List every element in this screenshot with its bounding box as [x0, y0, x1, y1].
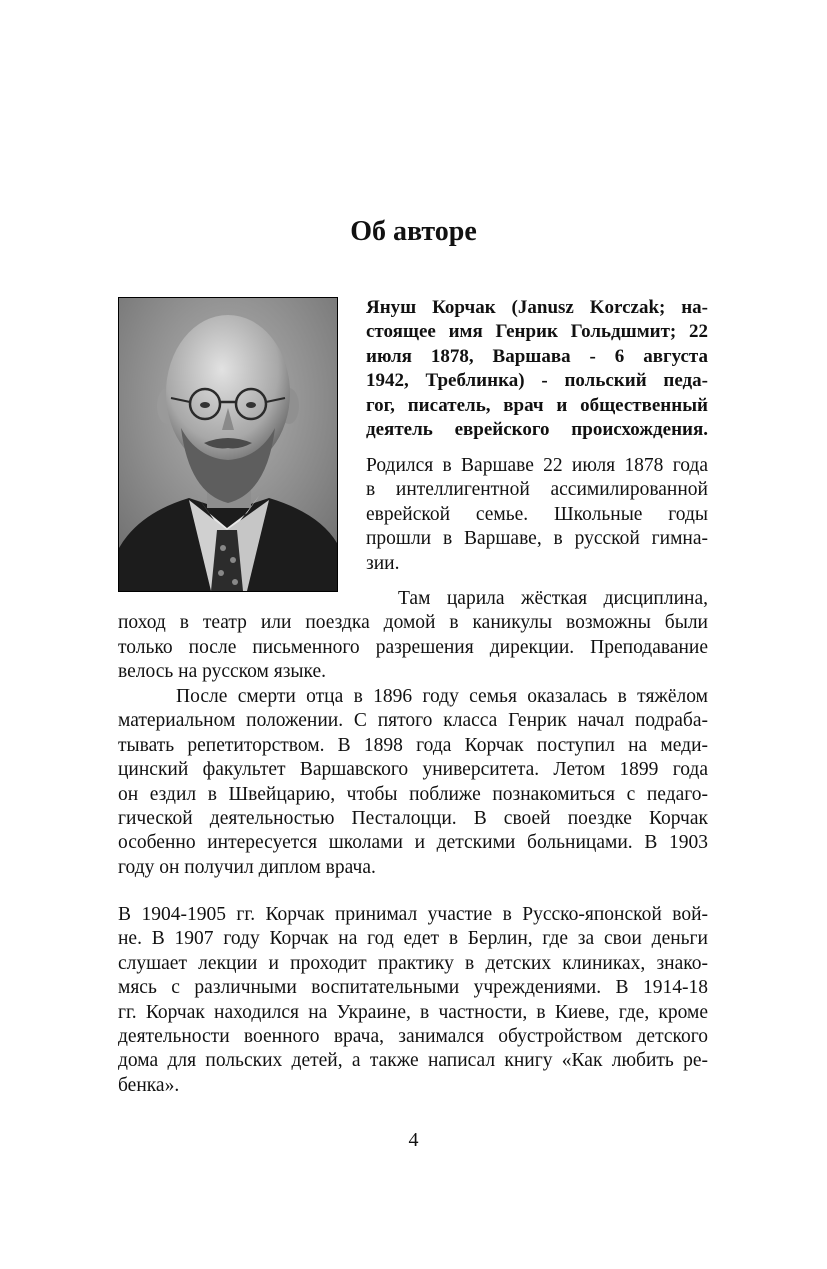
- paragraph-line: он ездил в Швейцарию, чтобы поближе познакомиться с педаго-: [118, 783, 708, 805]
- paragraph-line: цинский факультет Варшавского университета. Летом 1899 года: [118, 759, 708, 781]
- paragraph-line: в интеллигентной ассимилированной: [366, 479, 708, 501]
- paragraph-line: не. В 1907 году Корчак на год едет в Берлин, где за свои деньги: [118, 928, 708, 950]
- intro-line: Януш Корчак (Janusz Korczak; на-: [366, 297, 708, 318]
- intro-line: 1942, Треблинка) - польский педа-: [366, 370, 708, 392]
- paragraph-line: бенка».: [118, 1074, 180, 1096]
- paragraph-line: Там царила жёсткая дисциплина,: [398, 588, 708, 609]
- paragraph-line: мясь с различными воспитательными учреждениями. В 1914-18: [118, 977, 708, 999]
- intro-line: июля 1878, Варшава - 6 августа: [366, 345, 708, 367]
- intro-line: стоящее имя Генрик Гольдшмит; 22: [366, 321, 708, 343]
- paragraph-line: материальном положении. С пятого класса Генрик начал подраба-: [118, 710, 708, 732]
- author-intro: [366, 296, 708, 442]
- portrait-photo-icon: [119, 298, 337, 591]
- paragraph-line: поход в театр или поездка домой в каникулы возможны были: [118, 612, 708, 634]
- birth-paragraph: [366, 454, 708, 576]
- paragraph-line: После смерти отца в 1896 году семья оказалась в тяжёлом: [176, 686, 708, 707]
- paragraph-line: гг. Корчак находился на Украине, в частности, в Киеве, где, кроме: [118, 1001, 708, 1023]
- paragraph-line: слушает лекции и проходит практику в детских клиниках, знако-: [118, 952, 708, 974]
- paragraph-line: велось на русском языке.: [118, 661, 327, 683]
- paragraph-line: зии.: [366, 552, 400, 574]
- page-number: 4: [408, 1129, 419, 1151]
- paragraph-line: особенно интересуется школами и детскими больницами. В 1903: [118, 832, 708, 854]
- paragraph-line: прошли в Варшаве, в русской гимна-: [366, 528, 708, 550]
- paragraph-line: году он получил диплом врача.: [118, 856, 376, 878]
- intro-line: деятель еврейского происхождения.: [366, 419, 708, 441]
- paragraph-line: Родился в Варшаве 22 июля 1878 года: [366, 455, 708, 476]
- discipline-paragraph: [118, 587, 708, 685]
- career-paragraph: [118, 903, 708, 1098]
- paragraph-line: еврейской семье. Школьные годы: [366, 503, 708, 525]
- paragraph-line: гической деятельностью Песталоцци. В своей поездке Корчак: [118, 808, 708, 830]
- author-photo: [118, 297, 338, 592]
- page-title: Об авторе: [350, 216, 477, 247]
- paragraph-line: только после письменного разрешения дирекции. Преподавание: [118, 636, 708, 658]
- intro-line: гог, писатель, врач и общественный: [366, 394, 708, 416]
- paragraph-line: дома для польских детей, а также написал книгу «Как любить ре-: [118, 1050, 708, 1072]
- paragraph-line: В 1904-1905 гг. Корчак принимал участие в Русско-японской вой-: [118, 904, 708, 925]
- paragraph-line: тывать репетиторством. В 1898 года Корчак поступил на меди-: [118, 734, 708, 756]
- paragraph-line: деятельности военного врача, занимался обустройством детского: [118, 1026, 708, 1048]
- education-paragraph: [118, 685, 708, 880]
